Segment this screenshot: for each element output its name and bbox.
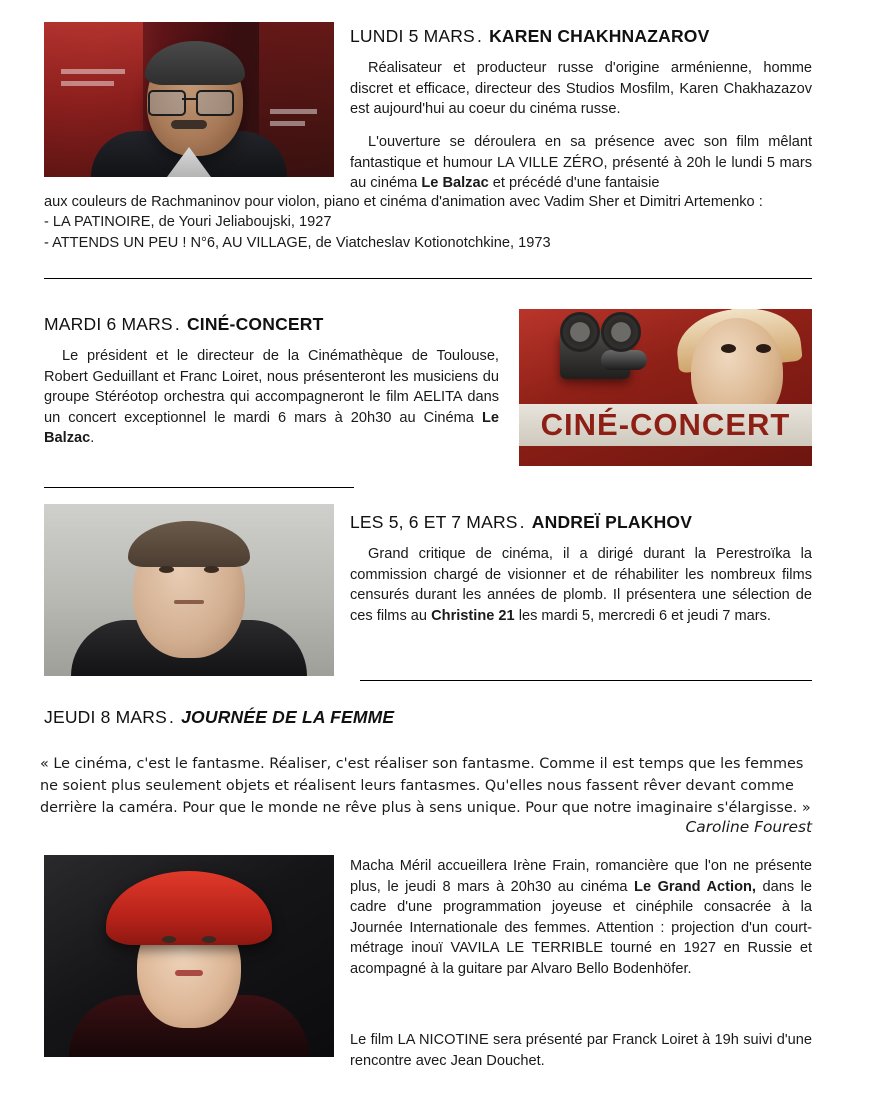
portrait-macha-meril-image	[44, 855, 334, 1057]
section1-paragraph-1: Réalisateur et producteur russe d'origine arménienne, homme discret et efficace, directeur des Studios Mosfilm, Karen Chakhazazov est aujourd'hui au coeur du cinéma russe.	[350, 60, 812, 117]
list-item: - ATTENDS UN PEU ! N°6, AU VILLAGE, de Viatcheslav Kotionotchkine, 1973	[44, 234, 551, 251]
section3-paragraph-1: Grand critique de cinéma, il a dirigé durant la Perestroïka la commission chargé de visionner et de réhabiliter les nombreux films censurés durant les années de plomb. Il présentera une sélection de ces films au Christine 21 les mardi 5, mercredi 6 et jeudi 7 mars.	[350, 546, 812, 624]
section-heading-mardi-6-mars	[44, 314, 324, 335]
section-title: KAREN CHAKHNAZAROV	[489, 26, 710, 46]
quote-author: Caroline Fourest	[685, 818, 812, 836]
section-heading-jeudi-8-mars	[44, 707, 394, 728]
section-date: MARDI 6 MARS	[44, 314, 173, 334]
list-item: - LA PATINOIRE, de Youri Jeliaboujski, 1927	[44, 214, 332, 230]
heading-separator: .	[476, 26, 482, 46]
section-date: JEUDI 8 MARS	[44, 707, 167, 727]
heading-separator: .	[519, 512, 525, 532]
poster-title-text: CINÉ-CONCERT	[540, 406, 791, 442]
section-title: CINÉ-CONCERT	[186, 314, 324, 334]
section4-paragraph-2: Le film LA NICOTINE sera présenté par Franck Loiret à 19h suivi d'une rencontre avec Jean Douchet.	[350, 1032, 812, 1069]
portrait-andrei-plakhov-image	[44, 504, 334, 676]
section1-paragraph-2: L'ouverture se déroulera en sa présence avec son film mêlant fantastique et humour LA VILLE ZÉRO, présenté à 20h le lundi 5 mars au cinéma Le Balzac et précédé d'une fantaisie	[350, 134, 812, 191]
section-title: JOURNÉE DE LA FEMME	[181, 707, 395, 727]
section1-film-list	[44, 212, 812, 253]
heading-separator: .	[168, 707, 175, 727]
section-divider	[360, 680, 812, 681]
section-heading-lundi-5-mars	[350, 26, 709, 47]
portrait-karen-chakhnazarov-image	[44, 22, 334, 177]
heading-separator: .	[174, 314, 180, 334]
section-divider	[44, 278, 812, 279]
poster-cine-concert-image	[519, 309, 812, 466]
quote-text: « Le cinéma, c'est le fantasme. Réaliser, c'est réaliser son fantasme. Comme il est temps que les femmes ne soient plus seulement objets et réalisent leurs fantasmes. Qu'elles nous fassent rêver devant comme derrière la caméra. Pour que le monde ne rêve plus à sens unique. Pour que notre imaginaire s'élargisse. »	[40, 756, 811, 816]
section-heading-les-5-6-7-mars	[350, 512, 692, 533]
section1-paragraph-3: aux couleurs de Rachmaninov pour violon, piano et cinéma d'animation avec Vadim Sher et Dimitri Artemenko :	[44, 194, 763, 210]
section-divider	[44, 487, 354, 488]
section-date: LUNDI 5 MARS	[350, 26, 475, 46]
section2-paragraph-1: Le président et le directeur de la Cinémathèque de Toulouse, Robert Geduillant et Franc Loiret, nous présenteront les musiciens du groupe Stéréotop orchestra qui accompagneront le film AELITA dans un concert exceptionnel le mardi 6 mars à 20h30 au Cinéma Le Balzac.	[44, 348, 499, 446]
section-date: LES 5, 6 ET 7 MARS	[350, 512, 518, 532]
section-title: ANDREÏ PLAKHOV	[531, 512, 693, 532]
section4-paragraph-1: Macha Méril accueillera Irène Frain, romancière que l'on ne présente plus, le jeudi 8 mars à 20h30 au cinéma Le Grand Action, dans le cadre d'une programmation joyeuse et cinéphile consacrée à la Journée Internationale des femmes. Attention : projection d'un court-métrage inouï VAVILA LE TERRIBLE tourné en 1927 en Russie et acompagné à la guitare par Alvaro Bello Bodenhöfer.	[350, 858, 812, 977]
